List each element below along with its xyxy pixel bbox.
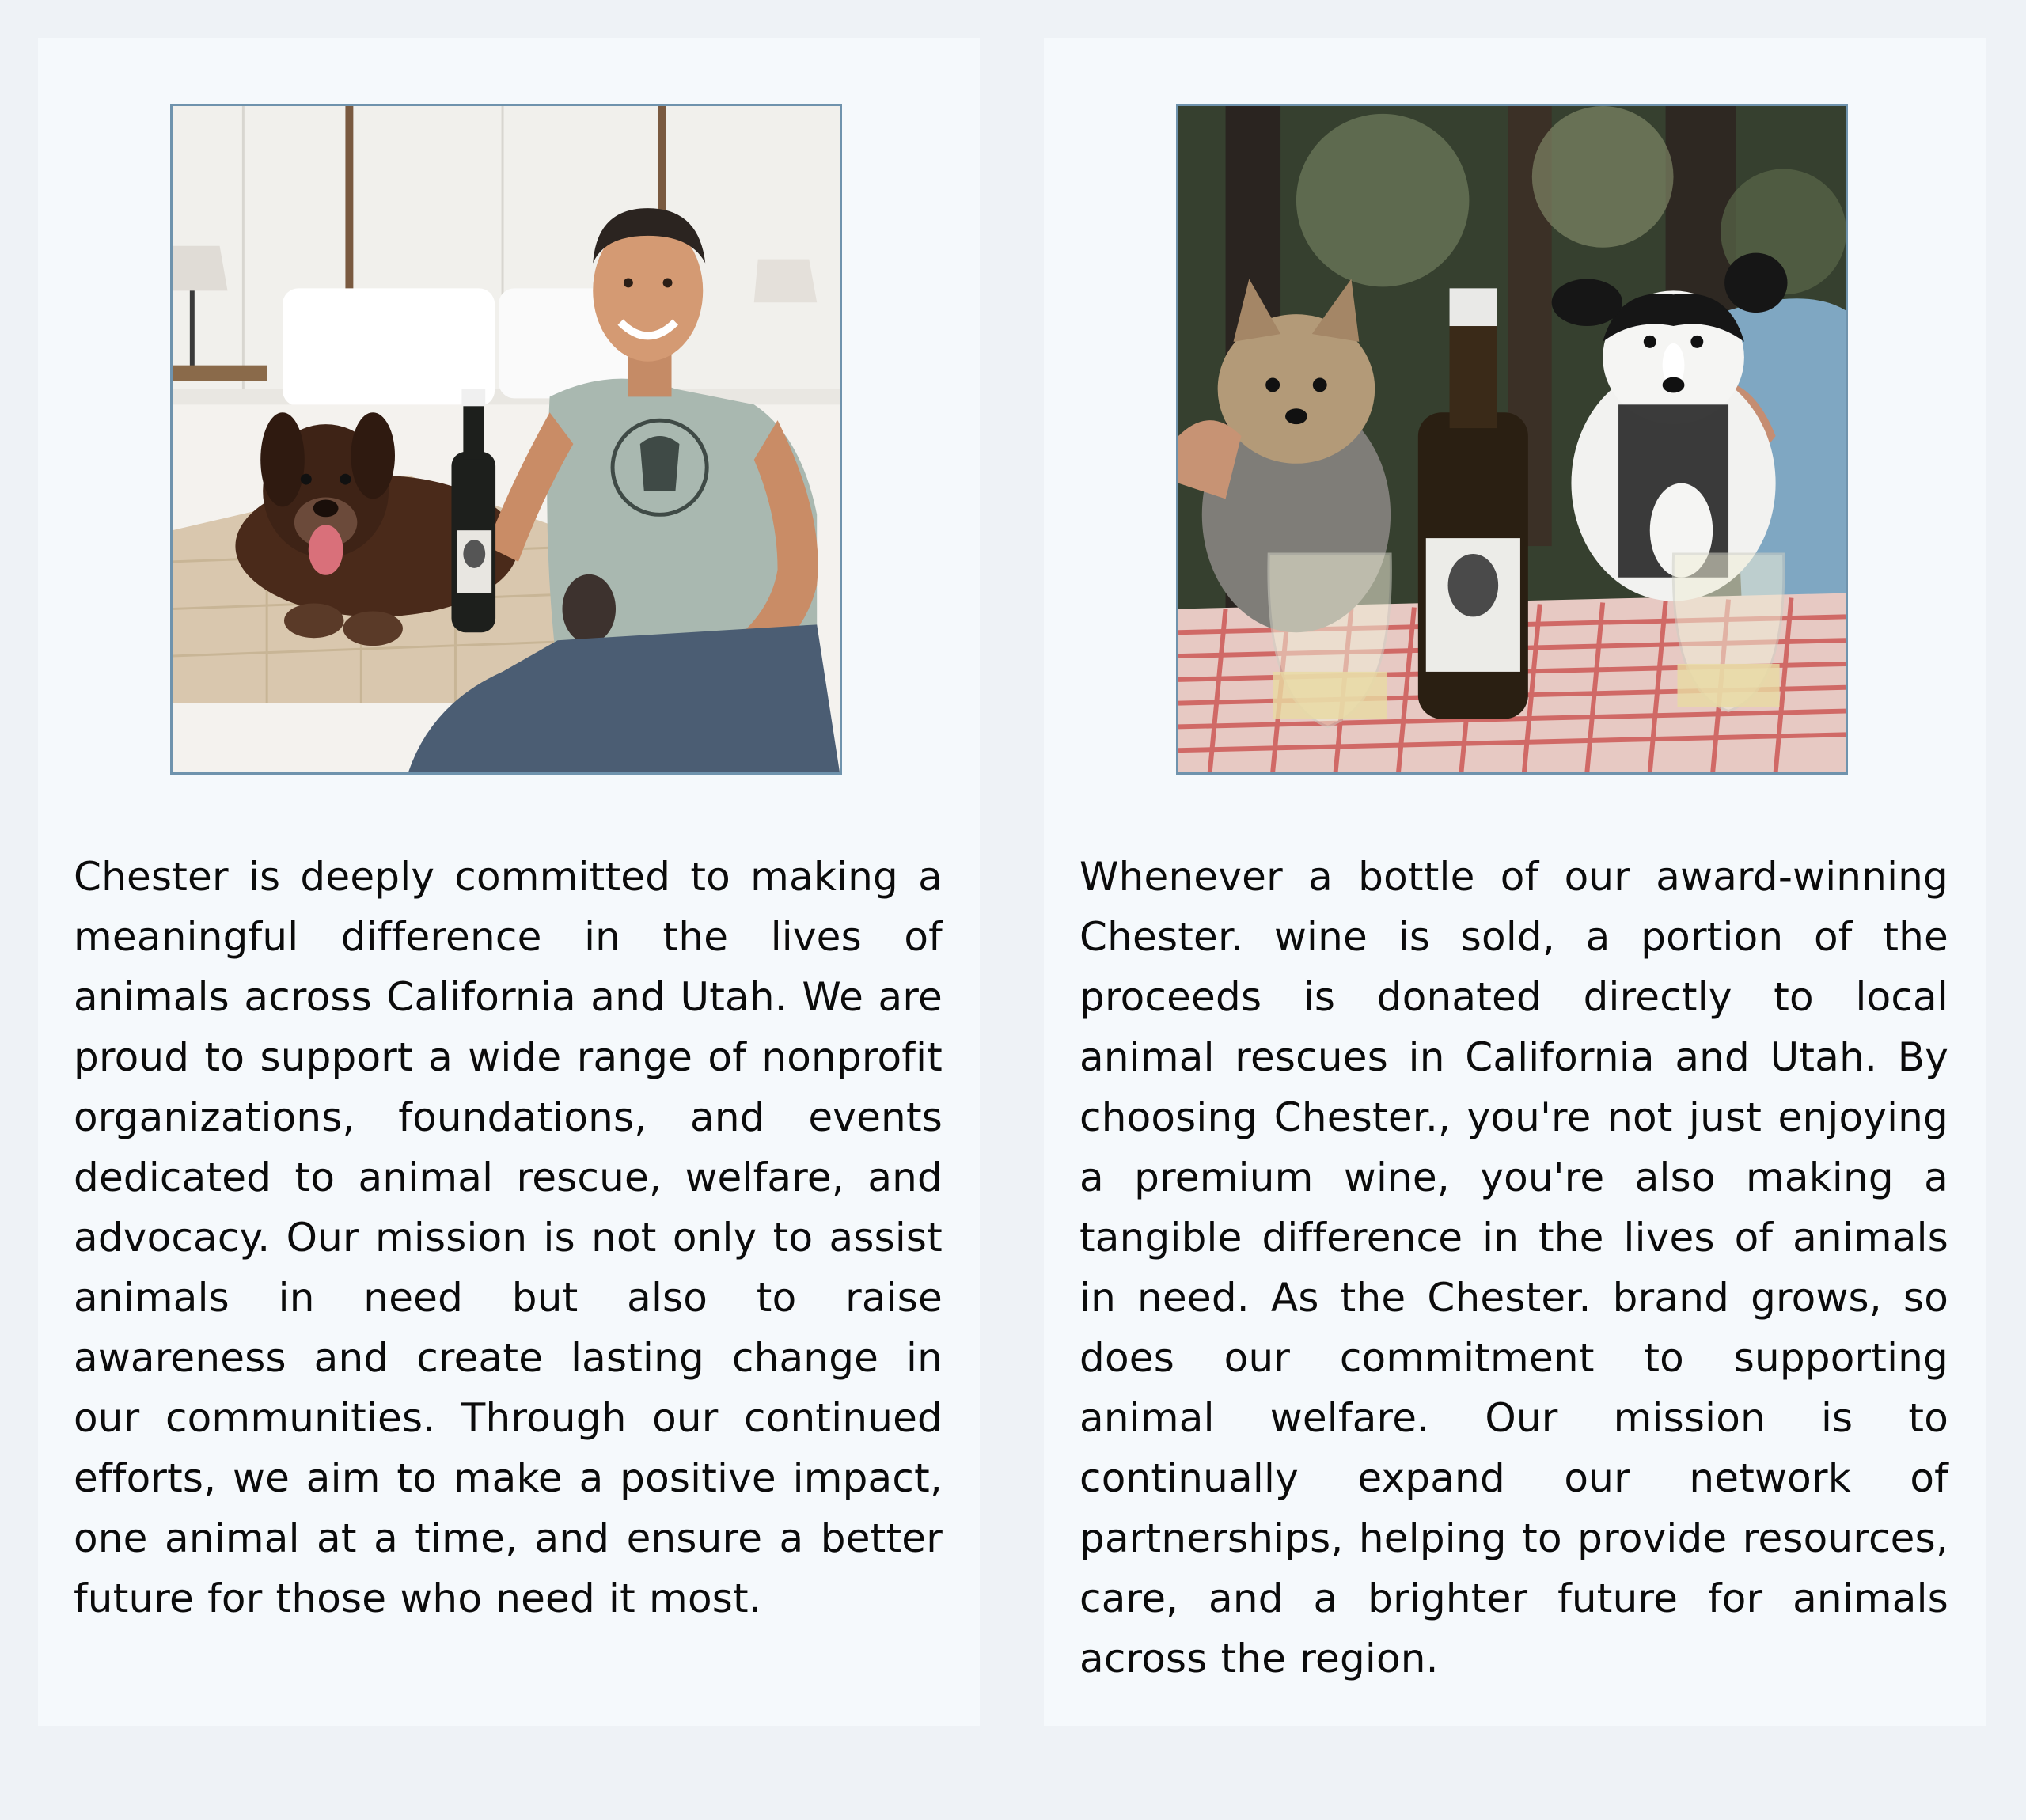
owner-with-dog-photo — [170, 104, 842, 775]
impact-paragraph-left: Chester is deeply committed to making a meaningful difference in the lives of animals across California and Utah. We are proud to support a wide range of nonprofit organizations, foundations, and events dedicated to animal rescue, welfare, and advocacy. Our mission is not only to assist animals in need but also to raise awareness and create lasting change in our communities. Through our continued efforts, we aim to make a positive impact, one animal at a time, and ensure a better future for those who need it most. — [74, 854, 943, 1621]
impact-card-left — [38, 38, 980, 1726]
dogs-with-wine-illustration — [1178, 106, 1846, 772]
impact-card-right — [1044, 38, 1986, 1726]
owner-with-dog-illustration — [173, 106, 840, 772]
dogs-with-wine-photo — [1176, 104, 1848, 775]
impact-paragraph-right: Whenever a bottle of our award-winning Chester. wine is sold, a portion of the proceeds is donated directly to local animal rescues in California and Utah. By choosing Chester., you're not just enjoying a premium wine, you're also making a tangible difference in the lives of animals in need. As the Chester. brand grows, so does our commitment to supporting animal welfare. Our mission is to continually expand our network of partnerships, helping to provide resources, care, and a brighter future for animals across the region. — [1079, 854, 1948, 1682]
